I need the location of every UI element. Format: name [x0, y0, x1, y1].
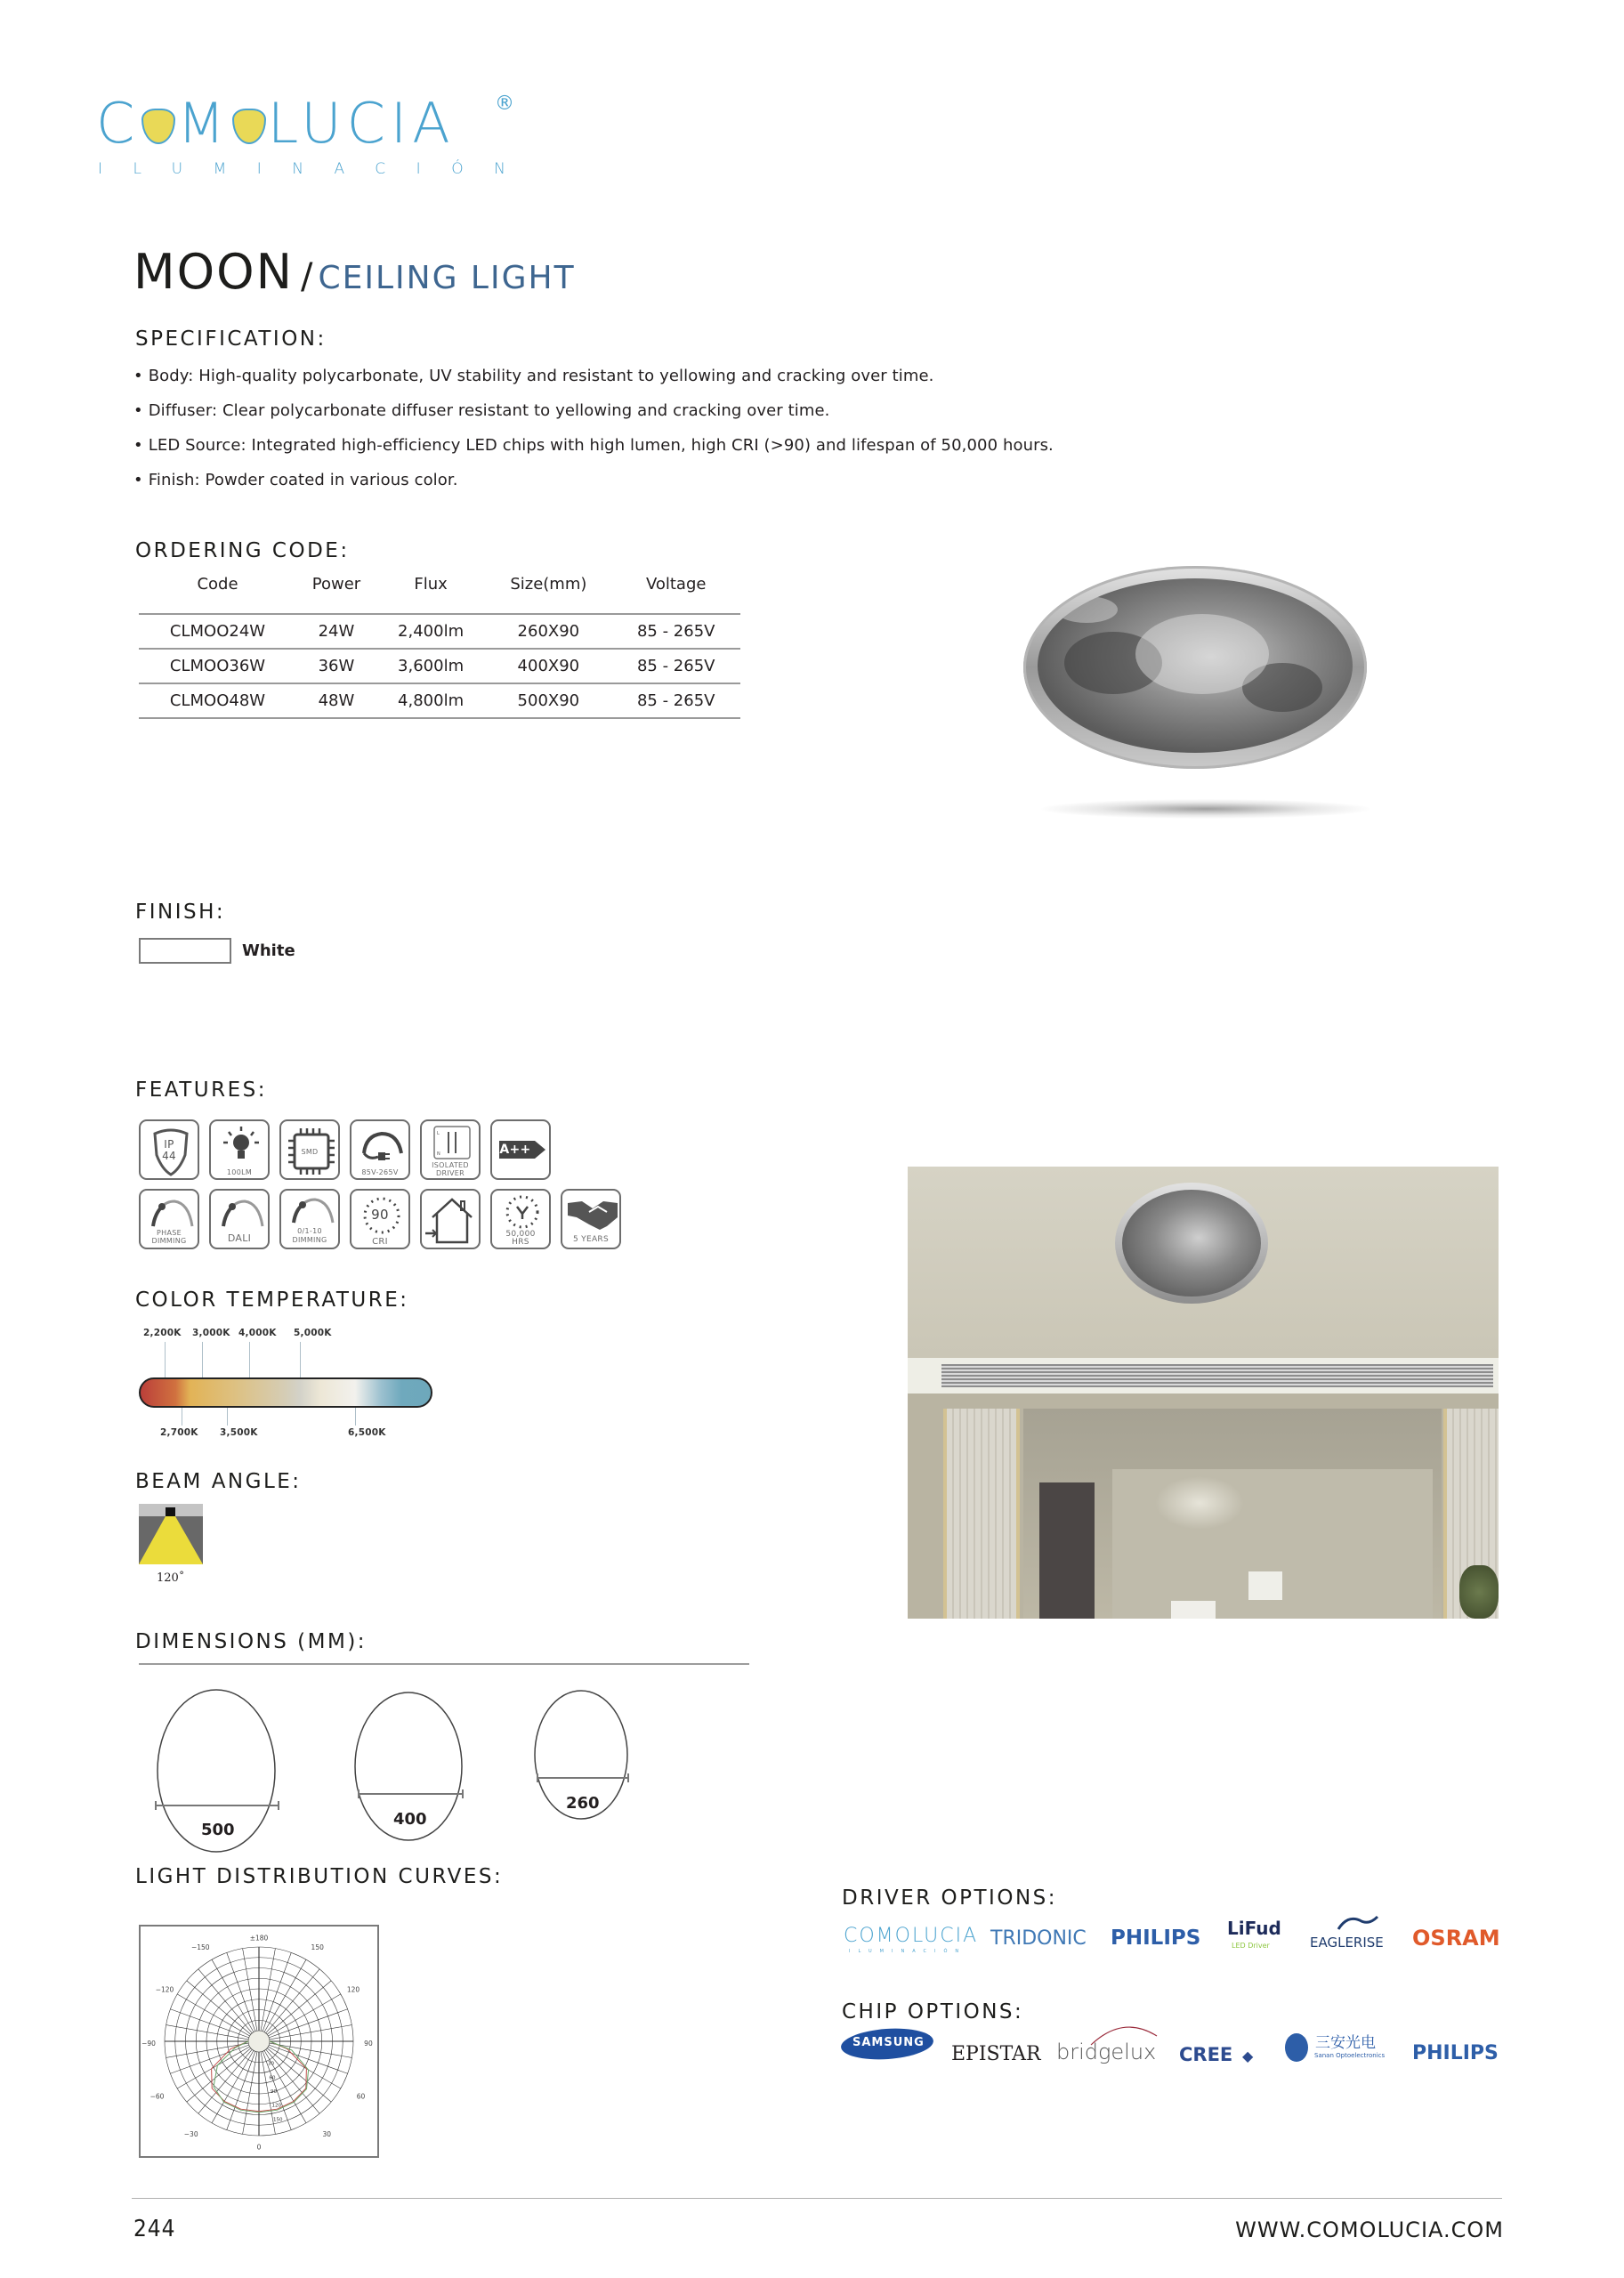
product-shadow	[1041, 799, 1370, 819]
polar-grid-spoke	[177, 2047, 249, 2088]
spec-item: • Finish: Powder coated in various color.	[133, 471, 1054, 505]
bridgelux-arc-icon	[1087, 2020, 1168, 2047]
moon-diffuser-image	[1038, 578, 1353, 753]
polar-angle-label: 150	[311, 1943, 324, 1951]
title-separator: /	[301, 256, 313, 297]
polar-angle-label: −60	[149, 2092, 165, 2101]
specification-heading: SPECIFICATION:	[135, 327, 327, 351]
polar-grid-spoke	[187, 1981, 251, 2034]
furniture	[1171, 1601, 1216, 1619]
finish-label: White	[242, 941, 295, 960]
col-power: Power	[311, 575, 361, 594]
moon-highlight	[1135, 614, 1269, 694]
dali-label: DALI	[227, 1232, 252, 1244]
lumen-label: 100LM	[226, 1168, 253, 1176]
polar-grid-spoke	[267, 1981, 331, 2034]
driver-options-heading: DRIVER OPTIONS:	[842, 1886, 1057, 1910]
cell-size: 400X90	[485, 649, 611, 683]
lifespan-unit: HRS	[512, 1238, 529, 1247]
polar-angle-label: −120	[155, 1985, 174, 1994]
cell-size: 260X90	[485, 614, 611, 649]
dimension-drawings	[0, 0, 801, 1869]
svg-text:N: N	[437, 1151, 440, 1157]
dimension-label-500: 500	[201, 1821, 235, 1839]
polar-grid-spoke	[212, 1959, 254, 2032]
beam-angle-value: 120˚	[157, 1571, 185, 1585]
ac-vent-grille	[941, 1364, 1493, 1387]
col-size: Size(mm)	[510, 575, 587, 594]
spec-item: • Body: High-quality polycarbonate, UV stability and resistant to yellowing and cracking over time.	[133, 367, 1054, 401]
brand-sanan-sub: Sanan Optoelectronics	[1314, 2052, 1386, 2059]
brand-epistar-logo: EPISTAR	[951, 2043, 1041, 2065]
cell-flux: 2,400lm	[376, 614, 485, 649]
polar-grid-spoke	[270, 2043, 352, 2057]
footer-divider	[132, 2198, 1502, 2199]
polar-grid-spoke	[198, 1969, 252, 2033]
0-10-label: 0/1-10	[297, 1227, 322, 1235]
polar-grid-spoke	[243, 1949, 257, 2032]
warranty-label: 5 YEARS	[573, 1235, 609, 1244]
col-code: Code	[197, 575, 238, 594]
polar-angle-label: 60	[356, 2092, 366, 2101]
ct-label-4000: 4,000K	[238, 1328, 277, 1338]
polar-grid-spoke	[227, 1952, 255, 2031]
logo-letter-c: C	[96, 91, 141, 156]
registered-mark: ®	[495, 93, 514, 115]
glass-panel	[943, 1409, 1020, 1619]
polar-angle-label: −30	[183, 2129, 198, 2138]
features-heading: FEATURES:	[135, 1078, 267, 1102]
brand-sanan-logo: 三安光电	[1315, 2034, 1376, 2052]
cell-flux: 4,800lm	[376, 683, 485, 718]
spec-item: • Diffuser: Clear polycarbonate diffuser resistant to yellowing and cracking over time.	[133, 401, 1054, 436]
brand-cree-logo: CREE	[1179, 2044, 1233, 2065]
doorway	[1039, 1482, 1095, 1619]
plant	[1459, 1565, 1499, 1619]
table-lamp	[1248, 1571, 1282, 1600]
cree-diamond-icon: ◆	[1242, 2048, 1254, 2064]
cell-flux: 3,600lm	[376, 649, 485, 683]
logo-subtitle: ILUMINACIÓN	[98, 160, 537, 178]
cell-voltage: 85 - 265V	[611, 614, 740, 649]
brand-bridgelux-logo: bridgelux	[1056, 2040, 1157, 2064]
brand-samsung-text: SAMSUNG	[852, 2036, 925, 2049]
dimension-label-260: 260	[566, 1794, 600, 1813]
voltage-label: 85V-265V	[361, 1168, 399, 1176]
dimension-line-500	[156, 1801, 279, 1810]
isolated-label: ISOLATED	[432, 1161, 469, 1169]
ct-label-3000: 3,000K	[192, 1328, 230, 1338]
energy-class-label: A++	[499, 1143, 531, 1157]
polar-grid-spoke	[243, 2052, 257, 2135]
smd-label: SMD	[301, 1148, 319, 1156]
beam-angle-heading: BEAM ANGLE:	[135, 1470, 302, 1493]
polar-radial-label: 60	[269, 2075, 276, 2081]
dimension-line-400	[359, 1789, 463, 1798]
logo-letters-lucia: LUCIA	[267, 91, 456, 156]
polar-grid-spoke	[270, 2025, 352, 2040]
cell-voltage: 85 - 265V	[611, 649, 740, 683]
brand-philips-chip-logo: PHILIPS	[1412, 2042, 1499, 2064]
logo-letter-m: M	[177, 91, 230, 156]
cell-voltage: 85 - 265V	[611, 683, 740, 718]
sanan-logo-icon	[1285, 2033, 1308, 2062]
cell-size: 500X90	[485, 683, 611, 718]
chip-options-heading: CHIP OPTIONS:	[842, 2000, 1024, 2024]
polar-radial-label: 120	[271, 2103, 281, 2109]
website-link[interactable]: WWW.COMOLUCIA.COM	[1235, 2217, 1504, 2242]
ct-label-3500: 3,500K	[220, 1427, 258, 1438]
polar-grid-spoke	[166, 2025, 249, 2040]
polar-chart	[141, 1927, 377, 2156]
brand-tridonic-logo: TRIDONIC	[990, 1927, 1087, 1950]
spec-item: • LED Source: Integrated high-efficiency LED chips with high lumen, high CRI (>90) and lifespan of 50,000 hours.	[133, 436, 1054, 471]
wall-light-glow	[1155, 1476, 1244, 1530]
product-name: MOON	[133, 244, 294, 300]
ip-label: IP	[164, 1138, 174, 1151]
lifespan-value: 50,000	[505, 1230, 536, 1239]
polar-grid-spoke	[198, 2049, 252, 2113]
cell-power: 36W	[296, 649, 376, 683]
polar-angle-label: −150	[190, 1943, 210, 1951]
polar-angle-label: 30	[322, 2129, 332, 2138]
cell-power: 48W	[296, 683, 376, 718]
polar-angle-label: 120	[346, 1985, 360, 1994]
polar-grid-spoke	[170, 2045, 248, 2073]
ip-rating: 44	[162, 1150, 176, 1162]
svg-text:L: L	[437, 1131, 440, 1136]
room-photo	[908, 1167, 1499, 1619]
brand-comolucia-logo: COMOLUCIA	[844, 1925, 979, 1947]
polar-angle-label: 90	[364, 2040, 373, 2048]
polar-radial-label: 30	[268, 2061, 274, 2067]
brand-comolucia-sub: ILUMINACIÓN	[849, 1949, 967, 1954]
glass-reflection	[1055, 596, 1118, 623]
polar-grid-spoke	[177, 1994, 249, 2036]
polar-grid-spoke	[266, 1969, 319, 2033]
polar-angle-label: 0	[256, 2143, 262, 2152]
polar-radial-label: 90	[271, 2089, 277, 2095]
brand-osram-logo: OSRAM	[1412, 1926, 1500, 1951]
dimming-label: DIMMING	[292, 1236, 327, 1244]
dimensions-heading: DIMENSIONS (MM):	[135, 1630, 368, 1653]
phase-label: PHASE	[157, 1229, 182, 1237]
polar-angle-label: ±180	[249, 1934, 269, 1943]
cell-code: CLMOO48W	[139, 683, 296, 718]
dimension-label-400: 400	[393, 1810, 427, 1829]
driver-label: DRIVER	[436, 1169, 465, 1177]
polar-grid-spoke	[269, 2009, 347, 2038]
cri-value: 90	[371, 1207, 389, 1223]
polar-grid-spoke	[170, 2009, 248, 2038]
finish-heading: FINISH:	[135, 901, 226, 924]
ordering-heading: ORDERING CODE:	[135, 539, 350, 562]
polar-grid-spoke	[227, 2051, 255, 2129]
polar-grid-spoke	[166, 2043, 249, 2057]
cell-code: CLMOO24W	[139, 614, 296, 649]
brand-eaglerise-logo: EAGLERISE	[1310, 1935, 1384, 1951]
brand-philips-logo: PHILIPS	[1111, 1927, 1201, 1950]
brand-lifud-sub: LED Driver	[1232, 1942, 1270, 1950]
ct-label-5000: 5,000K	[294, 1328, 332, 1338]
light-distribution-heading: LIGHT DISTRIBUTION CURVES:	[135, 1865, 504, 1888]
ct-label-2200: 2,200K	[143, 1328, 182, 1338]
cri-label: CRI	[372, 1237, 388, 1247]
polar-grid-spoke	[264, 1959, 306, 2032]
polar-grid-spoke	[261, 1949, 275, 2032]
polar-center	[248, 2031, 270, 2052]
polar-grid-spoke	[268, 1994, 340, 2036]
col-flux: Flux	[414, 575, 448, 594]
cell-code: CLMOO36W	[139, 649, 296, 683]
polar-grid-spoke	[263, 1952, 291, 2031]
dimming-label: DIMMING	[151, 1237, 187, 1245]
color-temperature-heading: COLOR TEMPERATURE:	[135, 1288, 409, 1312]
ct-label-6500: 6,500K	[348, 1427, 386, 1438]
dimension-line-260	[537, 1773, 628, 1782]
page-number: 244	[133, 2216, 176, 2242]
eaglerise-wing-icon	[1335, 1911, 1379, 1933]
light-distribution-chart	[139, 1925, 379, 2158]
polar-radial-label: 150	[273, 2117, 283, 2123]
polar-angle-label: −90	[141, 2040, 156, 2048]
product-category: CEILING LIGHT	[318, 260, 576, 296]
polar-grid-spoke	[268, 2047, 340, 2088]
ceiling-light-moon	[1122, 1190, 1261, 1297]
brand-lifud-logo: LiFud	[1227, 1918, 1281, 1939]
col-voltage: Voltage	[645, 575, 707, 594]
cell-power: 24W	[296, 614, 376, 649]
ct-label-2700: 2,700K	[160, 1427, 198, 1438]
